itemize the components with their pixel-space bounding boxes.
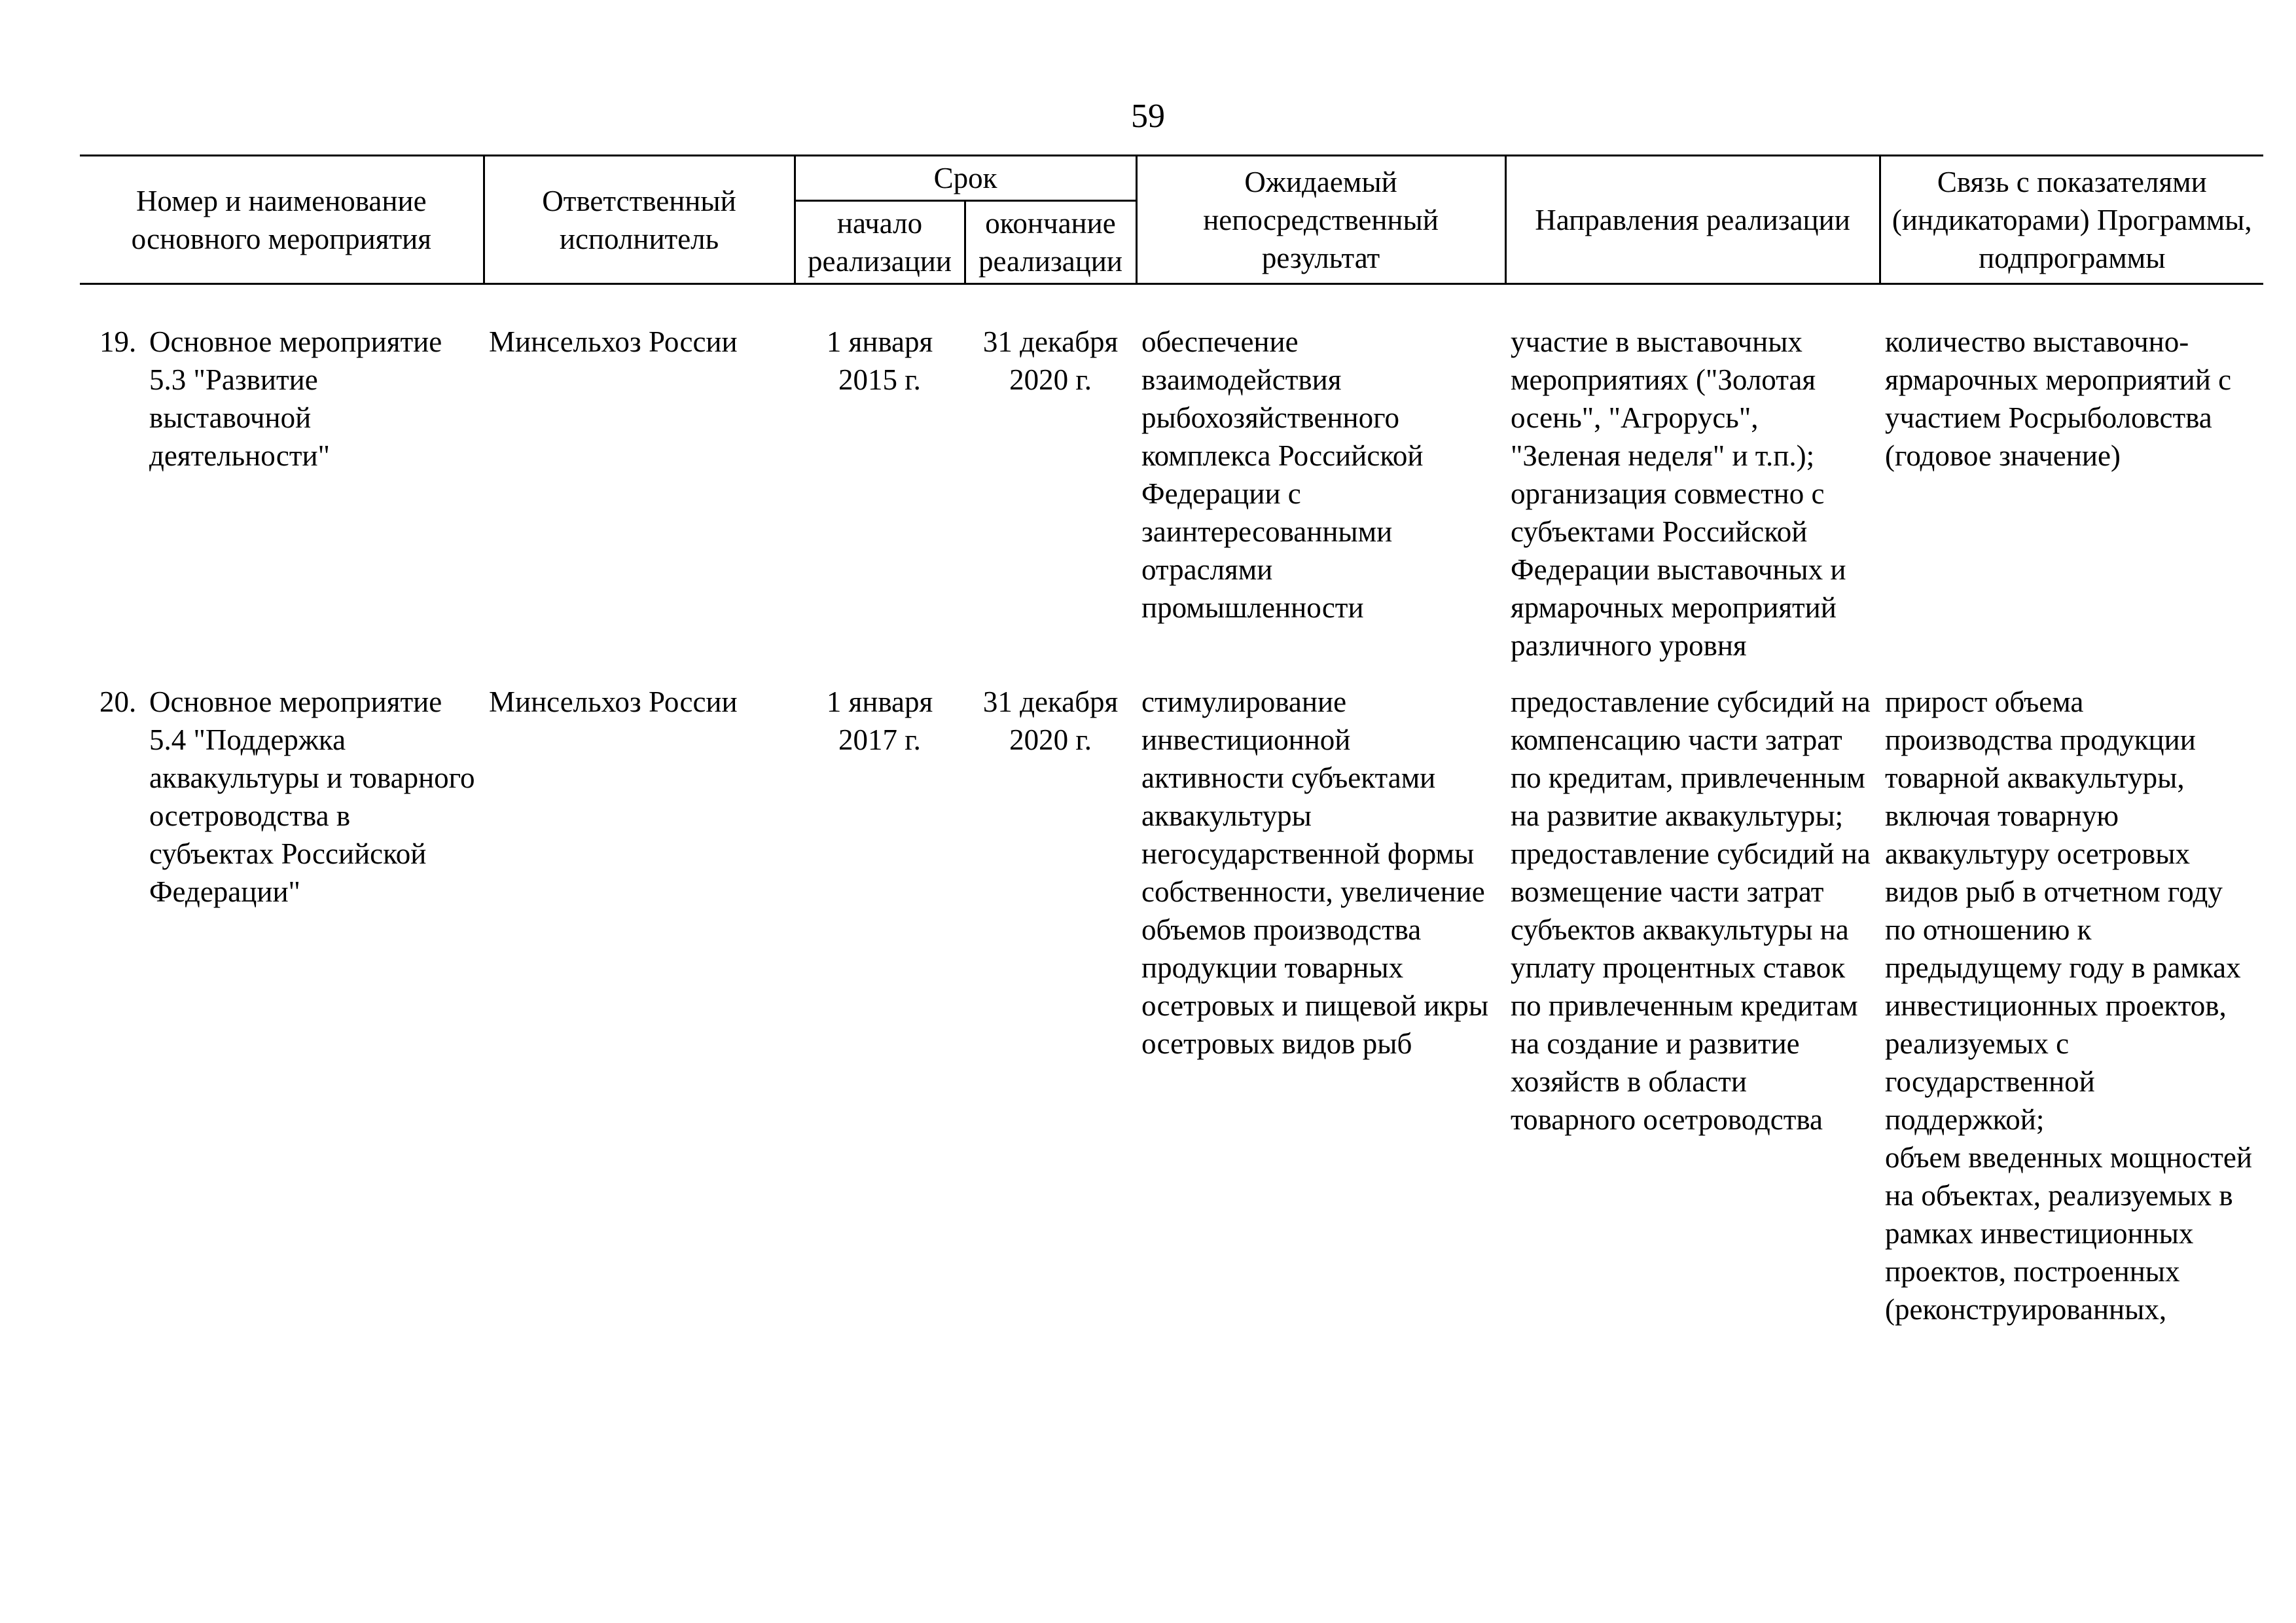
indicators-cell: прирост объема производства продукции товарной аквакультуры, включая товарную аквакультуру осетровых видов рыб в отчетном году по отношению к предыдущему году в рамках инвестиционных проектов, реализуемых с государственной поддержкой; объем введенных мощностей на объектах, реализуемых в рамках инвестиционных проектов, построенных (реконструированных, <box>1885 685 2252 1326</box>
expected-result-cell: обеспечение взаимодействия рыбохозяйственного комплекса Российской Федерации с заинтересованными отраслями промышленности <box>1141 325 1424 624</box>
header-term-end: окончание реализации <box>965 201 1136 284</box>
start-date-cell: 1 января 2015 г. <box>826 325 933 396</box>
header-term-start: начало реализации <box>795 201 965 284</box>
header-term: Срок <box>795 156 1136 201</box>
page-number: 59 <box>1131 98 1165 135</box>
activities-table <box>80 155 2263 1328</box>
activity-cell <box>80 665 484 1328</box>
responsible-cell: Минсельхоз России <box>489 325 738 358</box>
directions-cell: участие в выставочных мероприятиях ("Золотая осень", "Агрорусь", "Зеленая неделя" и т.п.); организация совместно с субъектами Российской Федерации выставочных и ярмарочных мероприятий различного уровня <box>1511 325 1846 662</box>
expected-result-cell: стимулирование инвестиционной активности субъектами аквакультуры негосударственной формы собственности, увеличение объемов производства продукции товарных осетровых и пищевой икры осетровых видов рыб <box>1141 685 1489 1060</box>
responsible-cell: Минсельхоз России <box>489 685 738 718</box>
table-header <box>80 156 2263 284</box>
activity-title: Основное мероприятие 5.4 "Поддержка аквакультуры и товарного осетроводства в субъектах Российской Федерации" <box>149 685 475 908</box>
table-row <box>80 665 2263 1328</box>
header-expected-result: Ожидаемый непосредственный результат <box>1136 156 1505 284</box>
row-number: 20. <box>99 685 137 718</box>
directions-cell: предоставление субсидий на компенсацию части затрат по кредитам, привлеченным на развитие аквакультуры; предоставление субсидий на возмещение части затрат субъектов аквакультуры на уплату процентных ставок по привлеченным кредитам на создание и развитие хозяйств в области товарного осетроводства <box>1511 685 1871 1136</box>
row-number: 19. <box>99 325 137 358</box>
indicators-cell: количество выставочно-ярмарочных мероприятий с участием Росрыболовства (годовое значение) <box>1885 325 2232 472</box>
end-date-cell: 31 декабря 2020 г. <box>982 325 1119 396</box>
header-number-name: Номер и наименование основного мероприятия <box>80 156 484 284</box>
header-indicators: Связь с показателями (индикаторами) Программы, подпрограммы <box>1880 156 2263 284</box>
end-date-cell: 31 декабря 2020 г. <box>982 685 1119 756</box>
table-row <box>80 284 2263 665</box>
header-responsible: Ответственный исполнитель <box>484 156 795 284</box>
start-date-cell: 1 января 2017 г. <box>826 685 933 756</box>
activity-title: Основное мероприятие 5.3 "Развитие выставочной деятельности" <box>149 325 442 472</box>
header-directions: Направления реализации <box>1505 156 1880 284</box>
activity-cell <box>80 284 484 665</box>
